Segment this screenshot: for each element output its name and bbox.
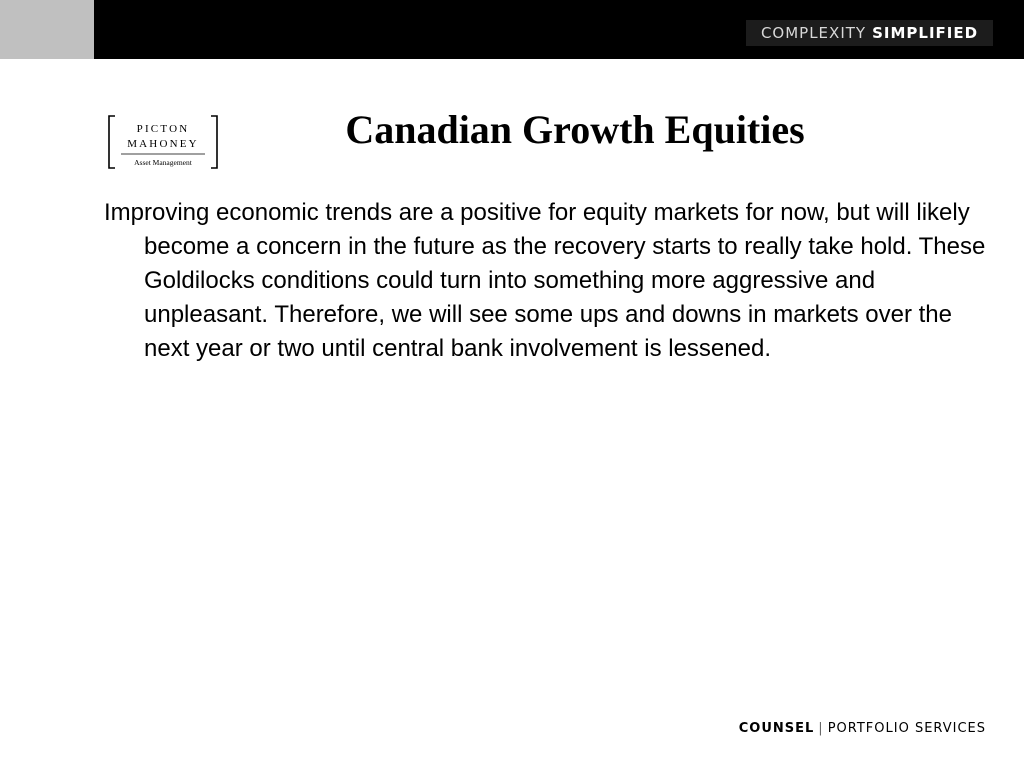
picton-mahoney-logo: [107, 114, 219, 172]
slide-title: Canadian Growth Equities: [345, 107, 805, 152]
footer-service: PORTFOLIO SERVICES: [827, 721, 986, 736]
header-accent-block: [0, 0, 94, 59]
logo-left-bracket: [109, 116, 115, 168]
logo-line2: MAHONEY: [127, 138, 199, 150]
footer-separator: |: [818, 721, 824, 736]
header-bar: [0, 0, 1024, 59]
footer-brand: COUNSEL: [738, 721, 815, 736]
tagline: [746, 20, 993, 46]
footer-branding: [739, 721, 986, 736]
logo-line1: PICTON: [136, 123, 190, 135]
tagline-bold: SIMPLIFIED: [872, 24, 979, 42]
logo-right-bracket: [211, 116, 217, 168]
tagline-light: COMPLEXITY: [760, 24, 867, 42]
body-paragraph: Improving economic trends are a positive for equity markets for now, but will likely become a concern in the future as the recovery starts to really take hold. These Goldilocks conditions could turn into something more aggressive and unpleasant. Therefore, we will see some ups and downs in markets over the next year or two until central bank involvement is lessened.: [104, 199, 986, 362]
logo-line3: Asset Management: [134, 158, 192, 167]
